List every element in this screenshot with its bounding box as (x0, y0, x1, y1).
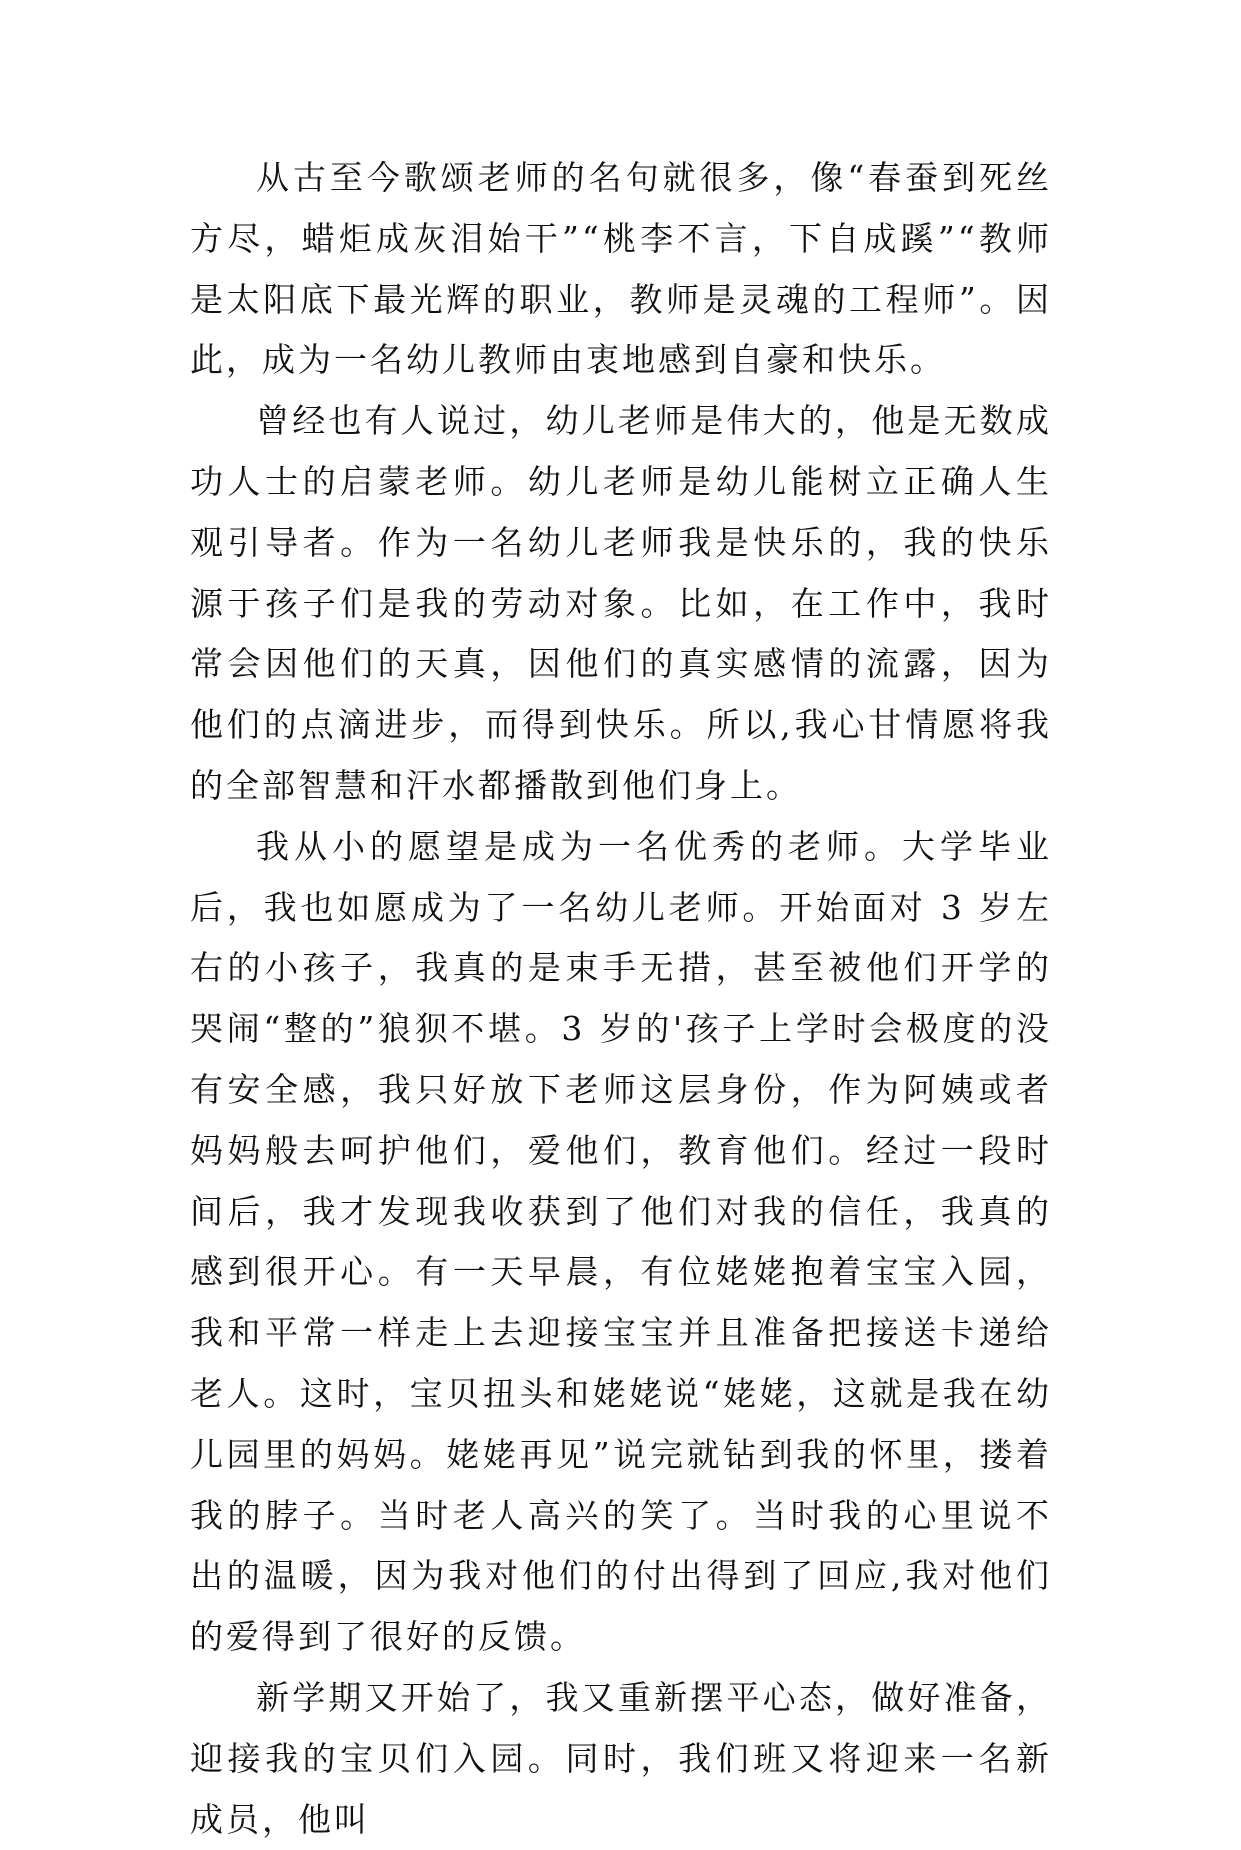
paragraph-4: 新学期又开始了，我又重新摆平心态，做好准备，迎接我的宝贝们入园。同时，我们班又将迎来一名新成员，他叫 (190, 1677, 1052, 1839)
paragraph-2: 曾经也有人说过，幼儿老师是伟大的，他是无数成功人士的启蒙老师。幼儿老师是幼儿能树立正确人生观引导者。作为一名幼儿老师我是快乐的，我的快乐源于孩子们是我的劳动对象。比如，在工作中，我时常会因他们的天真，因他们的真实感情的流露，因为他们的点滴进步，而得到快乐。所以,我心甘情愿将我的全部智慧和汗水都播散到他们身上。 (190, 401, 1052, 805)
paragraph-1: 从古至今歌颂老师的名句就很多，像“春蚕到死丝方尽，蜡炬成灰泪始干”“桃李不言，下自成蹊”“教师是太阳底下最光辉的职业，教师是灵魂的工程师”。因此，成为一名幼儿教师由衷地感到自豪和快乐。 (190, 158, 1052, 380)
paragraph-3: 我从小的愿望是成为一名优秀的老师。大学毕业后，我也如愿成为了一名幼儿老师。开始面对 3 岁左右的小孩子，我真的是束手无措，甚至被他们开学的哭闹“整的”狼狈不堪。3 岁的'孩子上学时会极度的没有安全感，我只好放下老师这层身份，作为阿姨或者妈妈般去呵护他们，爱他们，教育他们。经过一段时间后，我才发现我收获到了他们对我的信任，我真的感到很开心。有一天早晨，有位姥姥抱着宝宝入园，我和平常一样走上去迎接宝宝并且准备把接送卡递给老人。这时，宝贝扭头和姥姥说“姥姥，这就是我在幼儿园里的妈妈。姥姥再见”说完就钻到我的怀里，搂着我的脖子。当时老人高兴的笑了。当时我的心里说不出的温暖，因为我对他们的付出得到了回应,我对他们的爱得到了很好的反馈。 (190, 826, 1052, 1657)
document-body (190, 148, 1052, 1850)
